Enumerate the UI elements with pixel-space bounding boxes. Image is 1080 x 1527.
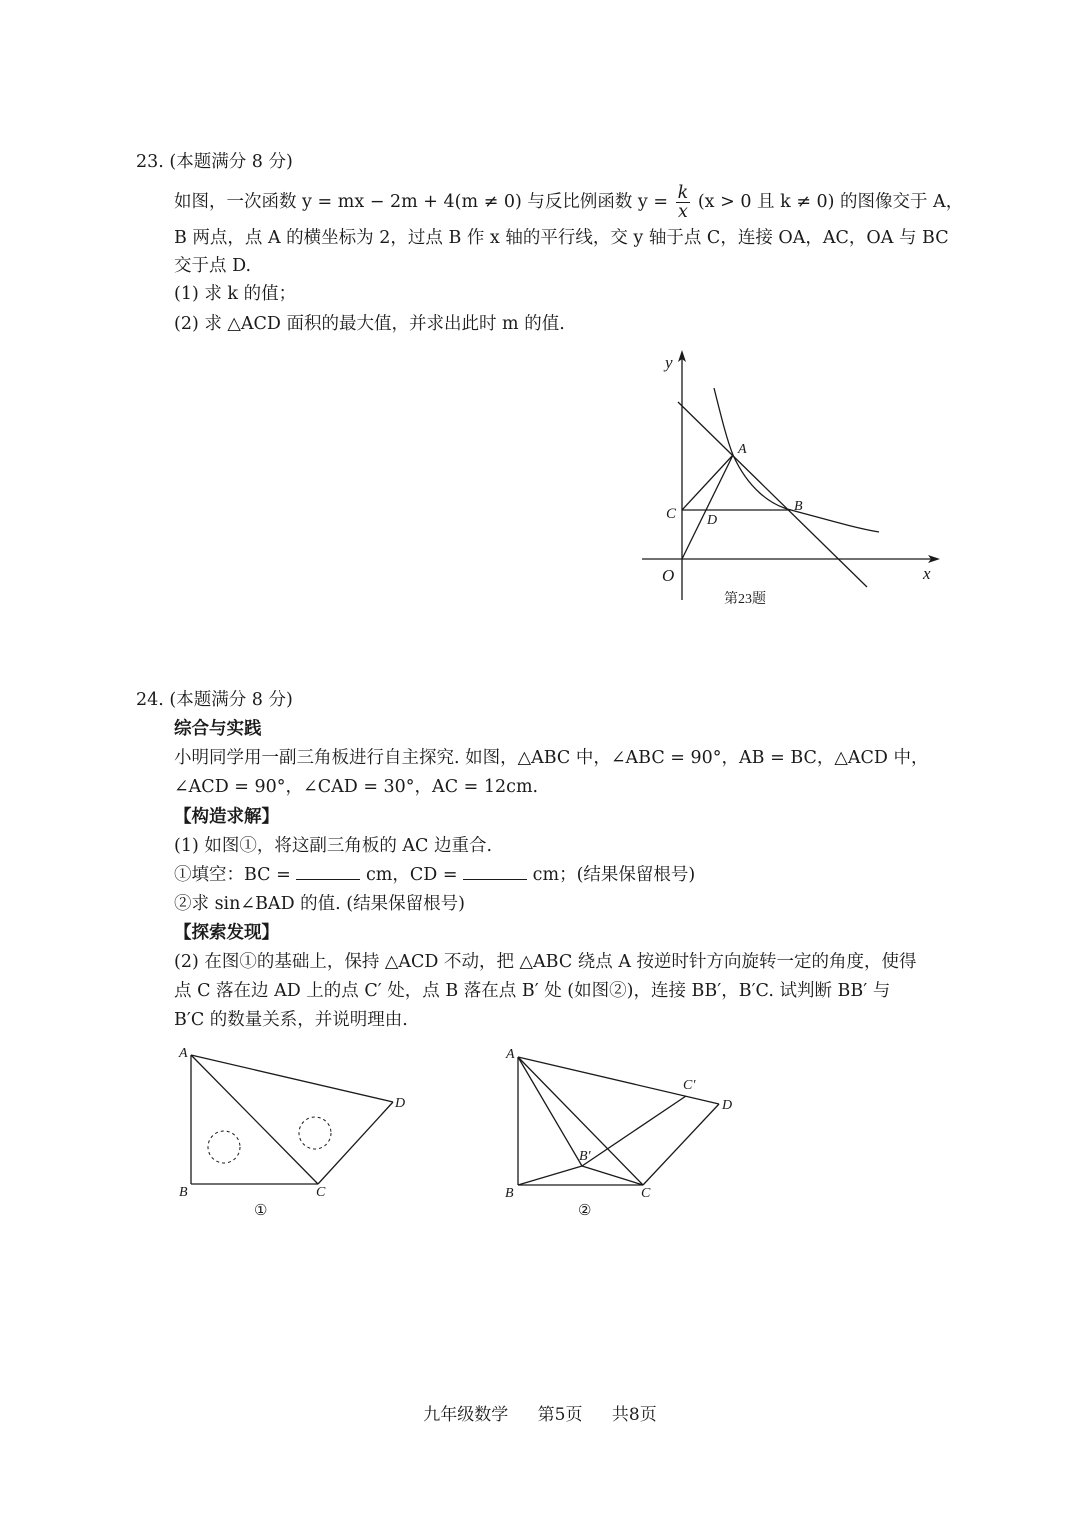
footer-page: 第5页: [537, 1405, 583, 1425]
fig2-label-b-prime: B′: [579, 1149, 591, 1164]
fraction-k-over-x: [676, 184, 691, 221]
answer-blank-cd[interactable]: [463, 863, 527, 880]
figure-2: [518, 1057, 719, 1185]
q24-p1a-pre: ①填空：BC =: [174, 865, 291, 885]
label-d: D: [707, 513, 718, 528]
label-y: y: [665, 353, 673, 372]
footer-subject: 九年级数学: [423, 1405, 509, 1425]
label-b: B: [794, 499, 803, 514]
q23-line1-pre: 如图，一次函数 y = mx − 2m + 4(m ≠ 0) 与反比例函数 y =: [174, 192, 669, 212]
label-x: x: [923, 564, 931, 583]
fig2-label-c: C: [641, 1186, 651, 1201]
q24-p1a-post: cm；(结果保留根号): [532, 865, 696, 885]
hyperbola-curve: [714, 388, 879, 532]
q24-p1: (1) 如图①，将这副三角板的 AC 边重合.: [174, 836, 493, 856]
fig2-label-c-prime: C′: [683, 1078, 696, 1093]
q24-number: 24.: [136, 690, 164, 710]
q24-header: [136, 688, 293, 712]
dashed-circle-hole: [208, 1131, 240, 1163]
x-axis-arrow-icon: [928, 555, 940, 563]
q23-line2: B 两点，点 A 的横坐标为 2，过点 B 作 x 轴的平行线，交 y 轴于点 C，连接 OA，AC，OA 与 BC: [174, 228, 949, 248]
q23-line1: [174, 184, 963, 221]
fig1-label-d: D: [395, 1096, 406, 1111]
q24-p2-line2: 点 C 落在边 AD 上的点 C′ 处，点 B 落在点 B′ 处 (如图②)，连接 BB′，B′C. 试判断 BB′ 与: [174, 981, 891, 1001]
label-a: A: [738, 442, 747, 457]
q24-section-title: 综合与实践: [174, 719, 262, 739]
q24-p1a-mid: cm，CD =: [365, 865, 458, 885]
q23-sub1: (1) 求 k 的值；: [174, 284, 297, 304]
figure-caption: 第23题: [724, 592, 766, 607]
q23-score-note: (本题满分 8 分): [169, 152, 293, 172]
fig1-label-a: A: [179, 1046, 188, 1061]
q23-header: [136, 150, 293, 174]
fig1-label-b: B: [179, 1185, 188, 1200]
fraction-denominator: x: [678, 202, 688, 222]
segment-oa: [682, 455, 733, 559]
q24-intro2: ∠ACD = 90°，∠CAD = 30°，AC = 12cm.: [174, 777, 539, 797]
dashed-circle-hole: [299, 1117, 331, 1149]
figure-1: [191, 1055, 393, 1184]
q24-score-note: (本题满分 8 分): [169, 690, 293, 710]
q23-line3: 交于点 D.: [174, 256, 252, 276]
fig2-label-b: B: [505, 1186, 514, 1201]
segment-ca: [682, 455, 733, 510]
footer-total: 共8页: [611, 1405, 657, 1425]
q24-p2-line1: (2) 在图①的基础上，保持 △ACD 不动，把 △ABC 绕点 A 按逆时针方向旋转一定的角度，使得: [174, 952, 917, 972]
q23-number: 23.: [136, 152, 164, 172]
q24-heading-construct: 【构造求解】: [174, 807, 279, 827]
q24-p2-line3: B′C 的数量关系，并说明理由.: [174, 1010, 408, 1030]
fig2-label-a: A: [506, 1047, 515, 1062]
q24-p1a: [174, 863, 695, 887]
fig2-label-d: D: [722, 1098, 733, 1113]
fig1-label-c: C: [316, 1185, 326, 1200]
page-footer: [0, 1400, 1080, 1425]
q24-p1b: ②求 sin∠BAD 的值. (结果保留根号): [174, 894, 465, 914]
label-o: O: [662, 566, 675, 585]
answer-blank-bc[interactable]: [296, 863, 360, 880]
q23-sub2: (2) 求 △ACD 面积的最大值，并求出此时 m 的值.: [174, 314, 565, 334]
q23-line1-post: (x > 0 且 k ≠ 0) 的图像交于 A，: [697, 192, 964, 212]
fig1-caption: ①: [254, 1203, 268, 1219]
q24-intro1: 小明同学用一副三角板进行自主探究. 如图，△ABC 中，∠ABC = 90°，AB = BC，△ACD 中，: [174, 748, 929, 768]
linear-function-line: [678, 402, 867, 587]
fraction-numerator: k: [677, 183, 689, 203]
y-axis-arrow-icon: [678, 350, 686, 362]
label-c: C: [666, 506, 677, 522]
q24-heading-explore: 【探索发现】: [174, 923, 279, 943]
fig2-caption: ②: [578, 1203, 592, 1219]
